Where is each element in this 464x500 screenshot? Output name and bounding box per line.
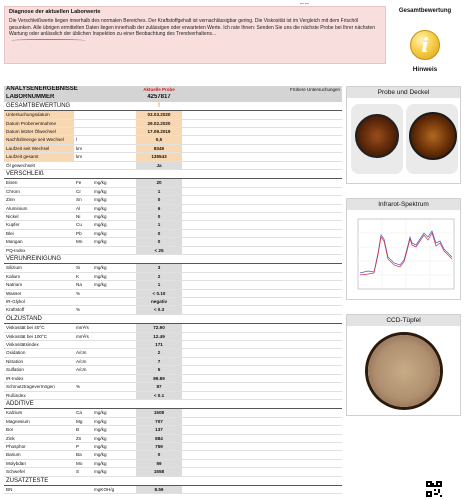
header-title: ANALYSENERGEBNISSE [4,86,136,94]
row-value: 884 [136,434,182,442]
row-label: Eisen [4,179,74,187]
table-row [4,136,342,144]
row-previous [182,468,342,476]
row-label: Kupfer [4,221,74,229]
table-row [4,119,342,127]
section-header [4,255,342,264]
section-marker [136,255,182,264]
section-title: ÖLZUSTAND [4,314,136,323]
ccd-spot [368,335,440,407]
row-unit: mg/kg [92,459,136,467]
row-value: < 0.3 [136,306,182,314]
ccd-spot-image [350,329,457,413]
row-unit: mg/kg [92,229,136,237]
spectrum-panel [346,198,461,300]
row-unit: mg/kg [92,281,136,289]
row-value: 137 [136,426,182,434]
row-symbol [74,161,92,169]
row-symbol: K [74,272,92,280]
row-symbol [74,127,92,135]
row-value: 0 [136,238,182,246]
row-label: Wasser [4,289,74,297]
row-label: Datum Probenentnahme [4,119,74,127]
row-previous [182,246,342,254]
row-unit: mg/kg [92,204,136,212]
row-previous [182,196,342,204]
cap-oil-image [409,112,457,160]
row-label: Untersuchungsdatum [4,111,74,119]
row-value: < 25 [136,246,182,254]
infrared-spectrum-image [350,213,457,297]
row-previous [182,127,342,135]
section-title: VERUNREINIGUNG [4,255,136,264]
row-unit: mg/kg [92,442,136,450]
row-value: < 0.1 [136,391,182,399]
row-unit: mg/kg [92,179,136,187]
row-label: Natrium [4,281,74,289]
row-previous [182,272,342,280]
row-previous [182,161,342,169]
row-unit [92,111,136,119]
row-unit: mg/kg [92,272,136,280]
table-row [4,204,342,212]
row-unit: mg/kg [92,434,136,442]
row-value: 707 [136,417,182,425]
table-row [4,426,342,434]
row-unit [92,119,136,127]
row-previous [182,391,342,399]
row-value: 12.49 [136,332,182,340]
row-previous [182,451,342,459]
diagnosis-title: Diagnose der aktuellen Laborwerte [9,9,101,15]
row-value: 171 [136,341,182,349]
table-row [4,272,342,280]
row-value: 17.09.2019 [136,127,182,135]
row-previous [182,357,342,365]
row-label: Rußindex [4,391,74,399]
table-row [4,289,342,297]
row-label: Nickel [4,212,74,220]
row-value: 1508 [136,409,182,417]
row-label: Aluminium [4,204,74,212]
diagnosis-text: Die Verschleißwerte liegen innerhalb des normalen Bereiches. Der Kraftstoffgehalt ist vernachlässigbar gering. Die Viskosität ist im Vergleich mit dem Frischöl gesunken. Alle übrigen ermittelten Daten liegen innerhalb der zulässigen oder erwarteten Werte. Ich rate Ihnen: Senden Sie uns die nächste Probe bei Ihrer nächsten Wartung oder anlässlich der üblichen Inspektion zu einer Beobachtung des Trendverhaltens... [9,18,375,38]
overall-assessment [390,8,460,73]
row-unit: mg/kg [92,409,136,417]
row-previous [182,264,342,272]
row-unit [92,161,136,169]
row-symbol: S [74,468,92,476]
row-unit: mg/kg [92,417,136,425]
row-previous [182,485,342,493]
table-header-row [4,86,342,94]
row-unit: mg/kg [92,468,136,476]
info-icon: i [410,30,440,60]
row-previous [182,136,342,144]
table-row [4,459,342,467]
row-label: Nitration [4,357,74,365]
section-header [4,169,342,178]
row-previous [182,459,342,467]
table-row [4,196,342,204]
row-label: IR-Index [4,374,74,382]
row-previous [182,434,342,442]
table-row [4,391,342,399]
header-current: Aktuelle Probe [136,86,182,94]
row-value: 6 [136,204,182,212]
section-title: ADDITIVE [4,399,136,408]
row-symbol [74,246,92,254]
section-marker [136,399,182,408]
row-label: Kalzium [4,409,74,417]
row-label: Kalium [4,272,74,280]
row-previous [182,221,342,229]
row-unit [92,383,136,391]
row-previous [182,111,342,119]
row-label: PQ-Index [4,246,74,254]
table-row [4,161,342,169]
row-unit [92,153,136,161]
section-marker [136,476,182,485]
signature [9,39,381,45]
row-label: Schmutztragevermögen [4,383,74,391]
row-value: 89.89 [136,374,182,382]
row-value: 87 [136,383,182,391]
row-symbol: Cu [74,221,92,229]
row-value: 29.02.2020 [136,119,182,127]
row-symbol: km [74,153,92,161]
row-label: Laufzeit seit Wechsel [4,144,74,152]
row-unit: mg/kg [92,196,136,204]
row-label: BN [4,485,74,493]
table-row [4,468,342,476]
overall-label: Hinweis [412,66,438,73]
row-label: Viskosität bei 100°C [4,332,74,340]
row-value: 0,5 [136,136,182,144]
row-symbol [74,374,92,382]
row-value: 1 [136,187,182,195]
row-symbol: % [74,306,92,314]
row-unit [92,298,136,306]
row-value: 7 [136,357,182,365]
row-previous [182,179,342,187]
row-value: 59 [136,459,182,467]
table-row [4,332,342,340]
row-label: Silizium [4,264,74,272]
row-label: Kraftstoff [4,306,74,314]
row-unit [92,366,136,374]
row-symbol: Mo [74,459,92,467]
sample-photo [349,100,458,182]
table-row [4,179,342,187]
row-value: 0 [136,212,182,220]
row-unit [92,289,136,297]
section-marker: ! [136,102,182,111]
row-value: 1 [136,221,182,229]
page-top-fragment: ... ... [300,0,309,5]
signature-scribble [11,39,86,43]
row-value: 20 [136,179,182,187]
row-label: Laufzeit gesamt [4,153,74,161]
row-value: 135543 [136,153,182,161]
row-previous [182,426,342,434]
row-symbol: Na [74,281,92,289]
row-previous [182,238,342,246]
row-value: Ja [136,161,182,169]
row-value: 2 [136,349,182,357]
row-symbol: Cr [74,187,92,195]
row-previous [182,306,342,314]
row-label: Phosphor [4,442,74,450]
row-previous [182,383,342,391]
table-row [4,246,342,254]
diagnosis-box [4,6,386,64]
row-value: 3 [136,264,182,272]
row-unit: mg/kg [92,451,136,459]
section-title: VERSCHLEIß [4,169,136,178]
table-row [4,306,342,314]
header-previous: Frühere Untersuchungen [182,86,342,94]
row-symbol: B [74,426,92,434]
row-previous [182,298,342,306]
row-symbol: mm²/s [74,324,92,332]
row-unit [92,332,136,340]
row-symbol: mm²/s [74,332,92,340]
table-row [4,187,342,195]
row-symbol: % [74,383,92,391]
row-label: Mangan [4,238,74,246]
row-value: 0 [136,229,182,237]
row-value: 2 [136,272,182,280]
table-row [4,434,342,442]
row-label: Bor [4,426,74,434]
table-row [4,374,342,382]
row-value: 0 [136,451,182,459]
row-label: Zink [4,434,74,442]
row-symbol: Ca [74,409,92,417]
row-symbol: % [74,289,92,297]
row-previous [182,144,342,152]
table-row [4,298,342,306]
row-value: 8.59 [136,485,182,493]
lab-number-row [4,94,342,102]
table-row [4,451,342,459]
row-value: 03.03.2020 [136,111,182,119]
row-value: 759 [136,442,182,450]
row-unit [92,306,136,314]
row-previous [182,324,342,332]
table-row [4,264,342,272]
row-unit [92,349,136,357]
row-value: 72.90 [136,324,182,332]
row-unit: mg/kg [92,187,136,195]
row-unit [92,324,136,332]
section-marker [136,314,182,323]
row-unit: mgKOH/g [92,485,136,493]
row-previous [182,341,342,349]
table-row [4,221,342,229]
row-label: Oxidation [4,349,74,357]
row-label: Molybdän [4,459,74,467]
row-label: Viskosität bei 40°C [4,324,74,332]
row-previous [182,332,342,340]
row-previous [182,409,342,417]
row-value: 8349 [136,144,182,152]
row-label: Zinn [4,196,74,204]
table-row [4,212,342,220]
overall-title: Gesamtbewertung [398,8,452,14]
table-row [4,229,342,237]
row-symbol: Ni [74,212,92,220]
table-row [4,341,342,349]
row-value: 5 [136,366,182,374]
row-previous [182,153,342,161]
row-symbol: Si [74,264,92,272]
row-label: Sulfation [4,366,74,374]
row-symbol [74,485,92,493]
table-row [4,417,342,425]
row-previous [182,349,342,357]
table-row [4,485,342,493]
section-header [4,399,342,408]
lab-number-label: LABORNUMMER [4,94,136,102]
row-symbol: Sn [74,196,92,204]
section-header [4,102,342,111]
table-row [4,127,342,135]
row-symbol [74,341,92,349]
photo-panel [346,86,461,184]
row-symbol [74,119,92,127]
row-label: Datum letzter Ölwechsel [4,127,74,135]
table-row [4,442,342,450]
table-row [4,357,342,365]
row-unit [92,127,136,135]
row-unit [92,357,136,365]
row-previous [182,119,342,127]
table-row [4,366,342,374]
table-row [4,238,342,246]
section-marker [136,169,182,178]
row-previous [182,229,342,237]
table-row [4,349,342,357]
row-unit [92,136,136,144]
row-label: Öl gewechselt [4,161,74,169]
row-label: Magnesium [4,417,74,425]
row-value: 0 [136,196,182,204]
table-row [4,111,342,119]
row-previous [182,289,342,297]
row-previous [182,366,342,374]
table-row [4,281,342,289]
table-row [4,324,342,332]
photo-title: Probe und Deckel [347,87,460,98]
row-symbol: A/cm [74,349,92,357]
section-header [4,476,342,485]
row-symbol: l [74,136,92,144]
table-row [4,409,342,417]
row-previous [182,442,342,450]
row-unit: mg/kg [92,426,136,434]
row-previous [182,417,342,425]
row-unit: mg/kg [92,264,136,272]
row-previous [182,204,342,212]
row-symbol: Mg [74,417,92,425]
row-symbol: Fe [74,179,92,187]
row-label: Nachfüllmenge seit Wechsel [4,136,74,144]
row-unit [92,391,136,399]
row-unit: mg/kg [92,238,136,246]
sample-oil-image [355,114,399,158]
row-label: Viskositätsindex [4,341,74,349]
row-previous [182,374,342,382]
row-label: Schwefel [4,468,74,476]
row-symbol: A/cm [74,357,92,365]
row-previous [182,187,342,195]
row-symbol: Zn [74,434,92,442]
section-header [4,314,342,323]
row-symbol: Al [74,204,92,212]
table-row [4,153,342,161]
analysis-table [4,86,342,494]
row-symbol: km [74,144,92,152]
row-symbol [74,298,92,306]
row-symbol [74,391,92,399]
row-value: negativ [136,298,182,306]
row-label: IR-Glykol [4,298,74,306]
row-symbol: A/cm [74,366,92,374]
qr-code-icon [426,481,442,497]
row-symbol: Pb [74,229,92,237]
row-value: 1558 [136,468,182,476]
lab-number-value: 4257817 [136,94,182,102]
row-previous [182,212,342,220]
row-unit [92,341,136,349]
spectrum-title: Infrarot-Spektrum [347,199,460,210]
row-unit: mg/kg [92,221,136,229]
row-label: Chrom [4,187,74,195]
table-row [4,383,342,391]
row-symbol: Ba [74,451,92,459]
row-value: < 0.10 [136,289,182,297]
ccd-panel [346,314,461,416]
row-value: 1 [136,281,182,289]
row-unit [92,374,136,382]
row-unit: mg/kg [92,212,136,220]
row-symbol: Mn [74,238,92,246]
table-row [4,144,342,152]
row-label: Blei [4,229,74,237]
row-unit [92,144,136,152]
ccd-title: CCD-Tüpfel [347,315,460,326]
row-previous [182,281,342,289]
row-unit [92,246,136,254]
row-symbol [74,111,92,119]
row-symbol: P [74,442,92,450]
row-label: Barium [4,451,74,459]
section-title: GESAMTBEWERTUNG [4,102,136,111]
section-title: ZUSATZTESTE [4,476,136,485]
